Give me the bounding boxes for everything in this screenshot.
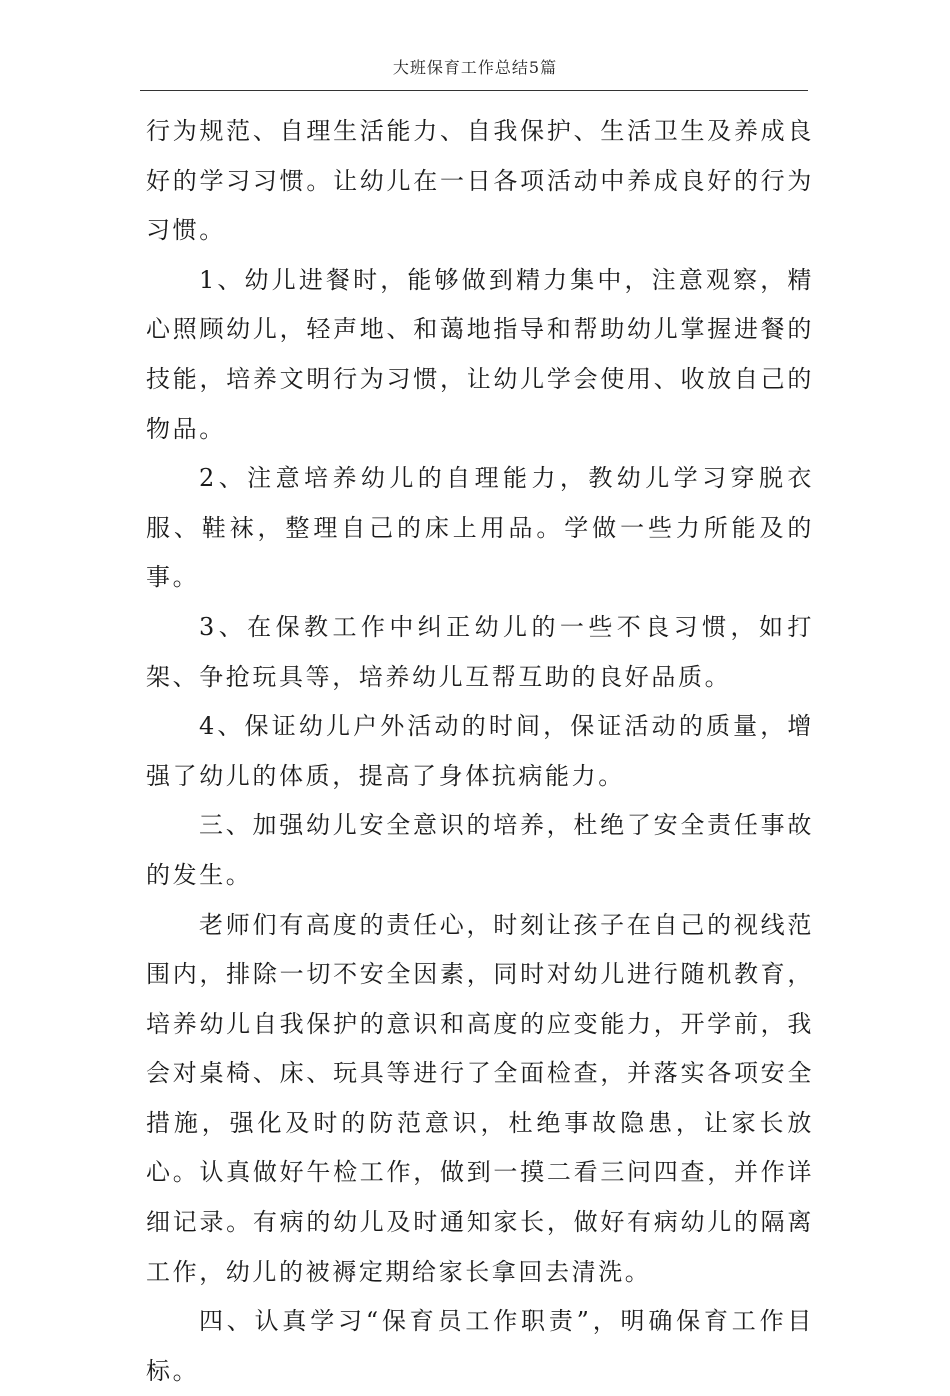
section-heading-3: 三、加强幼儿安全意识的培养，杜绝了安全责任事故的发生。 (146, 811, 814, 889)
section-heading-4: 四、认真学习“保育员工作职责”，明确保育工作目标。 (146, 1307, 814, 1385)
paragraph-item-1: 1、幼儿进餐时，能够做到精力集中，注意观察，精心照顾幼儿，轻声地、和蔼地指导和帮助幼儿掌握进餐的技能，培养文明行为习惯，让幼儿学会使用、收放自己的物品。 (146, 265, 814, 443)
page-header-title: 大班保育工作总结5篇 (392, 58, 558, 77)
header-divider (140, 90, 808, 91)
paragraph-safety: 老师们有高度的责任心，时刻让孩子在自己的视线范围内，排除一切不安全因素，同时对幼儿进行随机教育，培养幼儿自我保护的意识和高度的应变能力，开学前，我会对桌椅、床、玩具等进行了全面检查，并落实各项安全措施，强化及时的防范意识，杜绝事故隐患，让家长放心。认真做好午检工作，做到一摸二看三问四查，并作详细记录。有病的幼儿及时通知家长，做好有病幼儿的隔离工作，幼儿的被褥定期给家长拿回去清洗。 (146, 910, 814, 1286)
paragraph-item-3: 3、在保教工作中纠正幼儿的一些不良习惯，如打架、争抢玩具等，培养幼儿互帮互助的良好品质。 (146, 612, 814, 691)
document-body (146, 107, 814, 1396)
paragraph-item-4: 4、保证幼儿户外活动的时间，保证活动的质量，增强了幼儿的体质，提高了身体抗病能力。 (146, 712, 814, 790)
paragraph-continuation: 行为规范、自理生活能力、自我保护、生活卫生及养成良好的学习习惯。让幼儿在一日各项活动中养成良好的行为习惯。 (146, 117, 814, 245)
paragraph-item-2: 2、注意培养幼儿的自理能力，教幼儿学习穿脱衣服、鞋袜，整理自己的床上用品。学做一些力所能及的事。 (146, 464, 814, 592)
